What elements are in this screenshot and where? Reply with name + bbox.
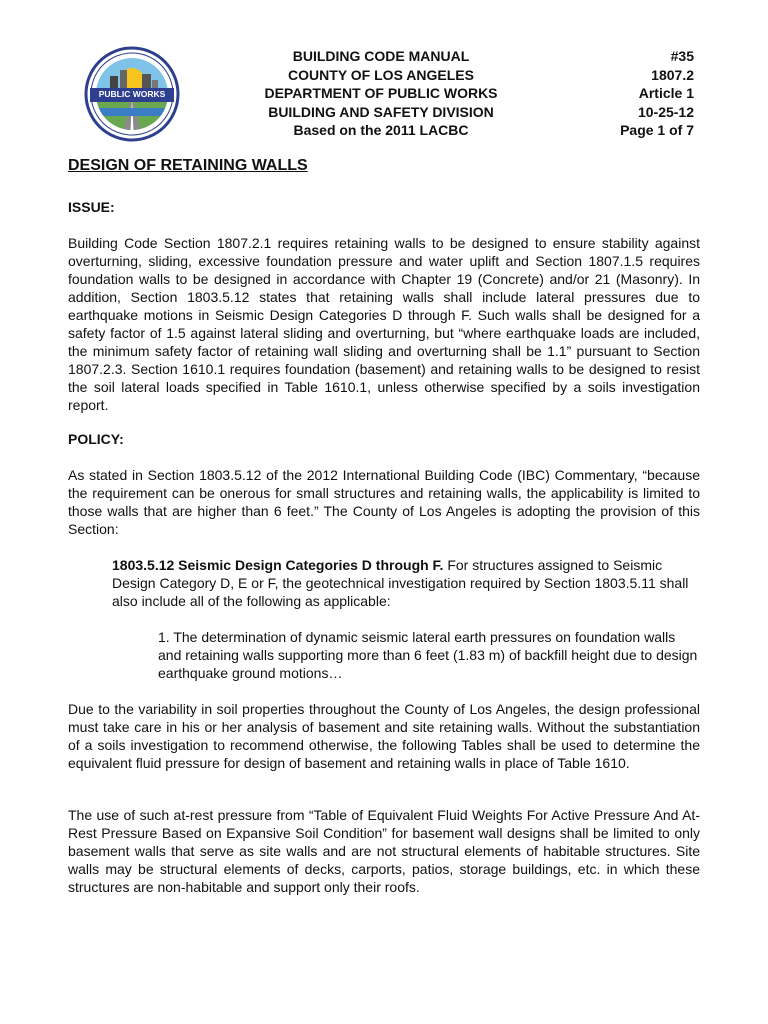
code-quote-text: For structures assigned to Seismic Design Category D, E or F, the geotechnical investigation required by Section 1803.5.11 shall also include all of the following as applicable: [112, 557, 689, 609]
article-number: Article 1 [638, 85, 694, 101]
header-center-block [240, 47, 522, 140]
code-section: 1807.2 [651, 66, 694, 83]
header-line-county: COUNTY OF LOS ANGELES [288, 66, 474, 83]
code-quote-item: 1. The determination of dynamic seismic lateral earth pressures on foundation walls and retaining walls supporting more than 6 feet (1.83 m) of backfill height due to design earthquake ground motions… [158, 629, 698, 681]
header-line-department: DEPARTMENT OF PUBLIC WORKS [264, 85, 498, 101]
header-line-manual: BUILDING CODE MANUAL [292, 48, 470, 64]
header-line-basis: Based on the 2011 LACBC [293, 122, 469, 138]
variability-paragraph: Due to the variability in soil properties throughout the County of Los Angeles, the design professional must take care in his or her analysis of basement and site retaining walls. Without the substantiation of a soils investigation to recommend otherwise, the following Tables shall be used to determine the equivalent fluid pressure for design of basement and retaining walls in place of Table 1610. [68, 701, 700, 771]
at-rest-paragraph: The use of such at-rest pressure from “Table of Equivalent Fluid Weights For Active Pressure And At-Rest Pressure Based on Expansive Soil Condition” for basement wall designs shall be limited to only basement walls that serve as site walls and are not structural elements of habitable structures. Site walls may be structural elements of decks, carports, patios, storage buildings, etc. in which these structures are non-habitable and support only their roofs. [68, 807, 700, 895]
issue-heading: ISSUE: [68, 199, 115, 215]
document-number: #35 [670, 48, 694, 64]
code-quote-heading: 1803.5.12 Seismic Design Categories D through F. [112, 557, 444, 573]
policy-heading: POLICY: [68, 431, 124, 447]
logo-text: PUBLIC WORKS [98, 89, 166, 99]
header-right-block [560, 47, 694, 140]
issue-paragraph: Building Code Section 1807.2.1 requires retaining walls to be designed to ensure stability against overturning, sliding, excessive foundation pressure and water uplift and Section 1807.1.5 requires foundation walls to be designed in accordance with Chapter 19 (Concrete) and/or 21 (Masonry). In addition, Section 1803.5.12 states that retaining walls shall include lateral pressures due to earthquake motions in Seismic Design Categories D through F. Such walls shall be designed for a safety factor of 1.5 against lateral sliding and overturning, but “where earthquake loads are included, the minimum safety factor of retaining wall sliding and overturning shall be 1.1” pursuant to Section 1807.2.3. Section 1610.1 requires foundation (basement) and retaining walls to be designed to resist the soil lateral loads specified in Table 1610.1, unless otherwise specified by a soils investigation report. [68, 235, 700, 413]
policy-paragraph: As stated in Section 1803.5.12 of the 2012 International Building Code (IBC) Commentary, “because the requirement can be onerous for small structures and retaining walls, the applicability is limited to those walls that are higher than 6 feet.” The County of Los Angeles is adopting the provision of this Section: [68, 467, 700, 537]
header-line-division: BUILDING AND SAFETY DIVISION [268, 103, 494, 120]
code-quote [112, 556, 700, 610]
document-date: 10-25-12 [637, 103, 694, 120]
document-title: DESIGN OF RETAINING WALLS [68, 157, 308, 174]
page-indicator: Page 1 of 7 [620, 122, 694, 138]
